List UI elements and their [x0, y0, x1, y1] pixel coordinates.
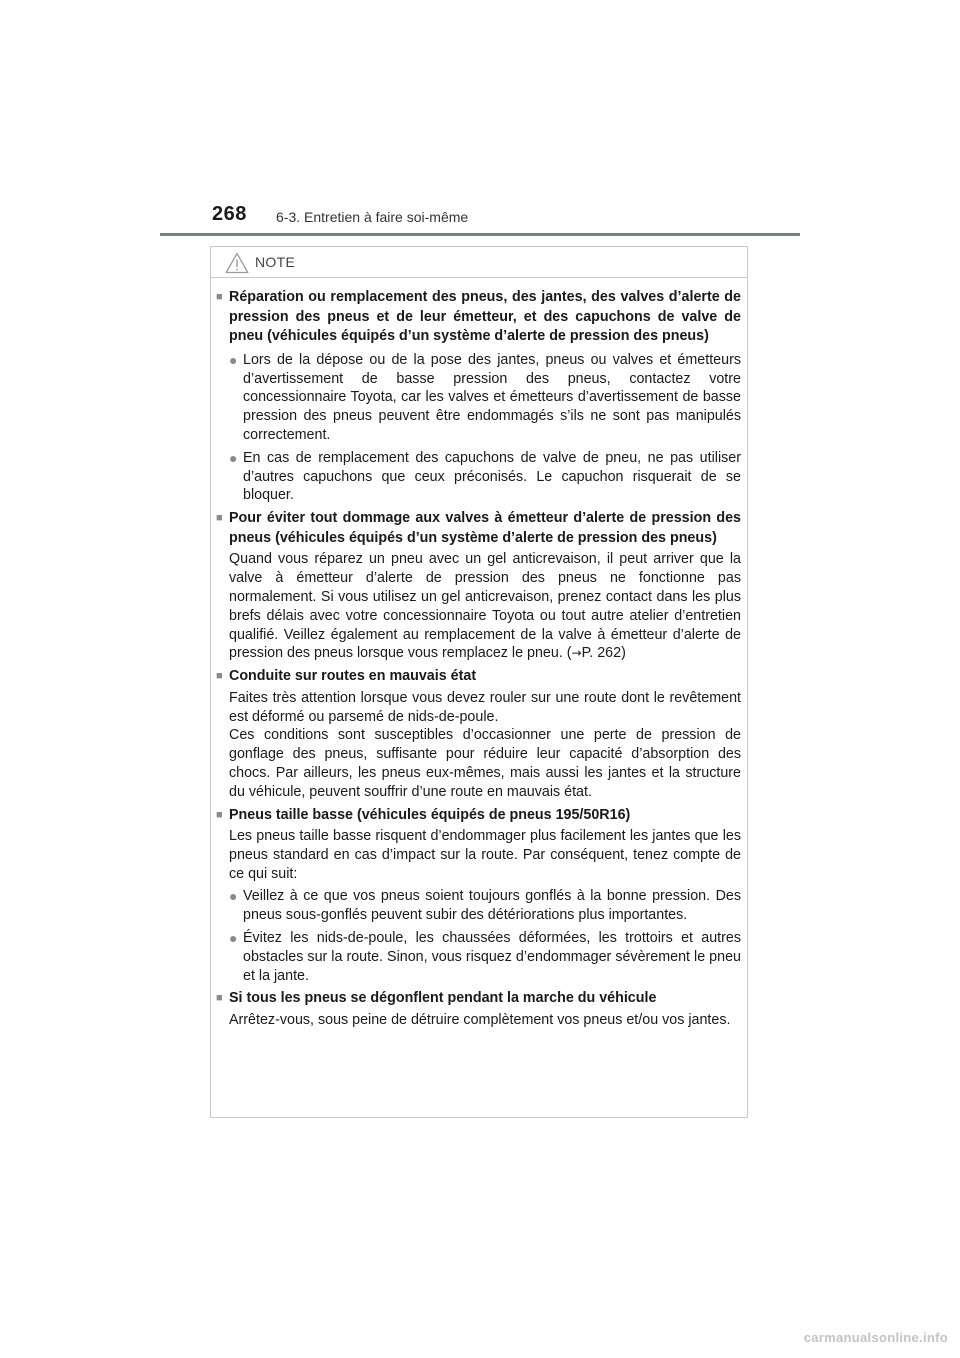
list-item-text: Évitez les nids-de-poule, les chaussées déformées, les trottoirs et autres obstacles sur la route. Sinon, vous risquez d’endommager sévèrement le pneu et la jante.: [243, 930, 741, 984]
warning-triangle-icon: [225, 252, 249, 274]
note-section: [216, 288, 741, 505]
section-paragraph: Les pneus taille basse risquent d’endommager plus facilement les jantes que les pneus standard en cas d’impact sur la route. Par conséquent, tenez compte de ce qui suit:: [229, 828, 741, 882]
list-item: [229, 887, 741, 925]
square-bullet-icon: ■: [216, 291, 223, 303]
section-heading-text: Pneus taille basse (véhicules équipés de pneus 195/50R16): [229, 806, 631, 823]
square-bullet-icon: ■: [216, 512, 223, 525]
page-reference-link[interactable]: P. 262): [581, 645, 626, 662]
arrow-right-icon: →: [571, 646, 582, 661]
section-heading: [216, 288, 741, 347]
section-heading: [216, 667, 741, 687]
section-paragraph: [229, 689, 741, 802]
note-body: [211, 278, 747, 1030]
circle-bullet-icon: ●: [229, 449, 238, 466]
section-paragraph: [229, 550, 741, 663]
section-heading-text: Pour éviter tout dommage aux valves à émetteur d’alerte de pression des pneus (véhicules équipés d’un système d’alerte de pression des pneus): [229, 510, 741, 546]
circle-bullet-icon: ●: [229, 930, 238, 947]
list-item-text: Lors de la dépose ou de la pose des jantes, pneus ou valves et émetteurs d’avertissement de basse pression des pneus, contactez votre concessionnaire Toyota, car les valves et émetteurs d’avertissement de basse pression des pneus peuvent être endommagés s’ils ne sont pas manipulés correctement.: [243, 351, 741, 443]
page-number: 268: [212, 203, 247, 225]
square-bullet-icon: ■: [216, 808, 223, 821]
note-section: [216, 667, 741, 801]
section-paragraph: Arrêtez-vous, sous peine de détruire complètement vos pneus et/ou vos jantes.: [229, 1012, 731, 1029]
section-title: 6-3. Entretien à faire soi-même: [276, 209, 469, 225]
note-section: [216, 806, 741, 986]
square-bullet-icon: ■: [216, 992, 223, 1005]
section-heading-text: Si tous les pneus se dégonflent pendant la marche du véhicule: [229, 990, 657, 1007]
list-item: [229, 449, 741, 505]
note-header: [211, 247, 747, 278]
list-item-text: Veillez à ce que vos pneus soient toujours gonflés à la bonne pression. Des pneus sous-gonflés peuvent subir des détériorations plus importantes.: [243, 888, 741, 924]
paragraph-line: Ces conditions sont susceptibles d’occasionner une perte de pression de gonflage des pneus, suffisante pour réduire leur capacité d’absorption des chocs. Par ailleurs, les pneus eux-mêmes, mais aussi les jantes et la structure du véhicule, peuvent souffrir d’une route en mauvais état.: [229, 727, 741, 800]
section-heading: [216, 989, 741, 1009]
section-heading: [216, 509, 741, 548]
list-item: [229, 929, 741, 985]
list-item-text: En cas de remplacement des capuchons de valve de pneu, ne pas utiliser d’autres capuchons que ceux préconisés. Le capuchon risquerait de se bloquer.: [243, 449, 741, 504]
watermark-logo: carmanualsonline.info: [803, 1330, 948, 1345]
note-section: [216, 989, 741, 1029]
header-rule: [160, 233, 800, 236]
section-heading: [216, 806, 741, 826]
note-section: [216, 509, 741, 663]
note-box: [210, 246, 748, 1118]
section-heading-text: Conduite sur routes en mauvais état: [229, 668, 477, 685]
circle-bullet-icon: ●: [229, 888, 238, 905]
note-label: NOTE: [255, 254, 296, 270]
circle-bullet-icon: ●: [229, 351, 238, 368]
paragraph-text: Quand vous réparez un pneu avec un gel anticrevaison, il peut arriver que la valve à émetteur d’alerte de pression des pneus ne fonctionne pas normalement. Si vous utilisez un gel anticrevaison, prenez contact dans les plus brefs délais avec votre concessionnaire Toyota ou tout autre atelier d’entretien qualifié. Veillez également au remplacement de la valve à émetteur d’alerte de pression des pneus lorsque vous remplacez le pneu. (: [229, 551, 741, 662]
list-item: [229, 351, 741, 445]
paragraph-line: Faites très attention lorsque vous devez rouler sur une route dont le revêtement est déformé ou parsemé de nids-de-poule.: [229, 689, 741, 725]
square-bullet-icon: ■: [216, 670, 223, 683]
section-heading-text: Réparation ou remplacement des pneus, des jantes, des valves d’alerte de pression des pneus et de leur émetteur, et des capuchons de valve de pneu (véhicules équipés d’un système d’alerte de pression des pneus): [229, 289, 741, 345]
